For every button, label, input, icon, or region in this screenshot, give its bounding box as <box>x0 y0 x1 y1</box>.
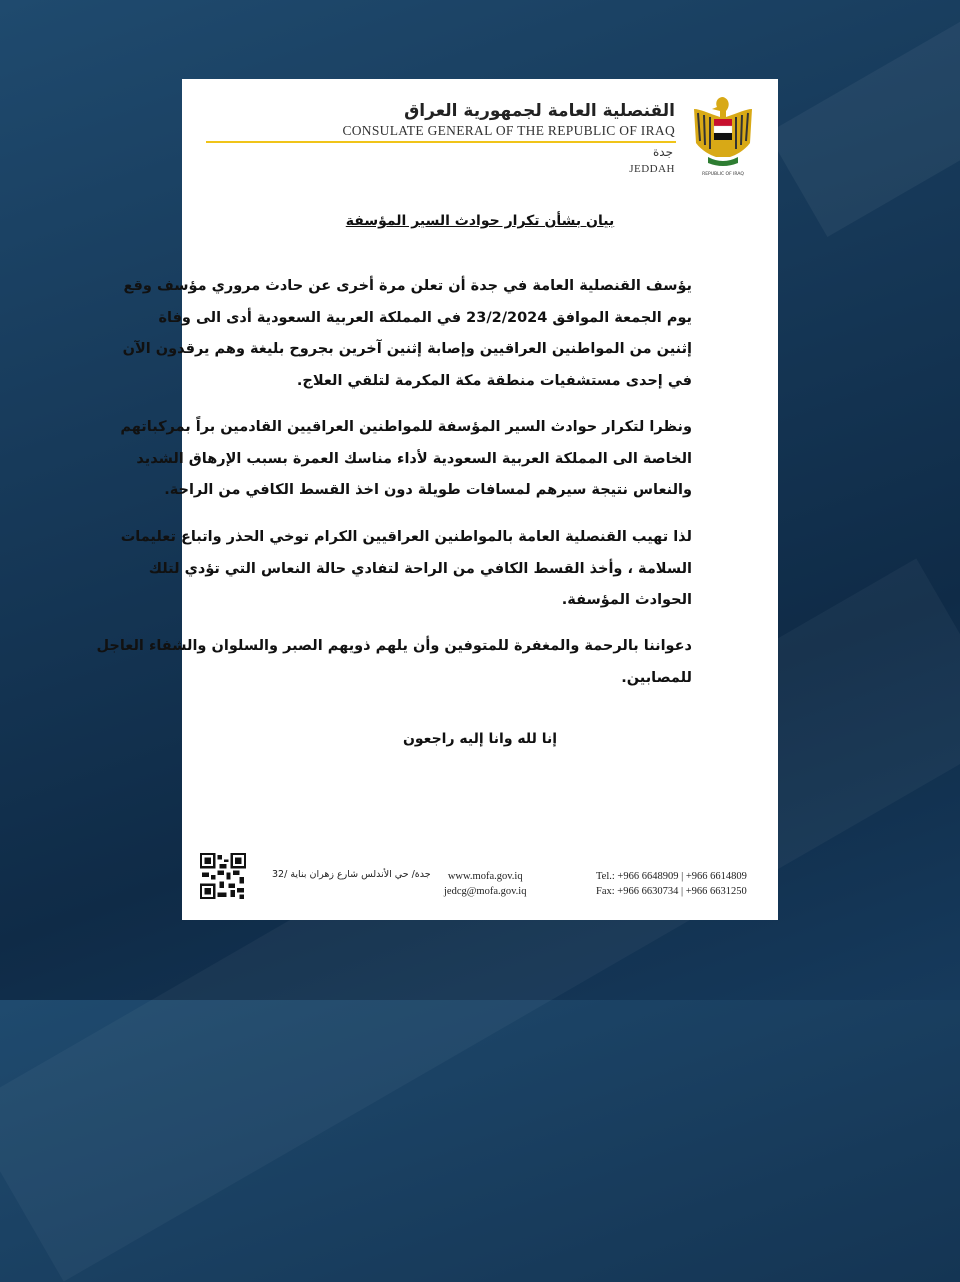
paragraph-1 <box>122 271 692 397</box>
text-line: لذا تهيب القنصلية العامة بالمواطنين العراقيين الكرام توخي الحذر واتباع تعليمات <box>120 529 692 545</box>
text-line: يؤسف القنصلية العامة في جدة أن تعلن مرة أخرى عن حادث مروري مؤسف وقع <box>123 278 692 294</box>
background-decoration <box>767 3 960 237</box>
document-page <box>96 79 778 920</box>
closing-phrase: إنا لله وانا إليه راجعون <box>402 731 558 747</box>
paragraph-4 <box>96 631 692 694</box>
text-line: ونظرا لتكرار حوادث السير المؤسفة للمواطنين العراقيين القادمين براً بمركباتهم <box>120 419 692 435</box>
telephone-numbers: Tel.: +966 6648909 | +966 6614809 <box>596 871 747 882</box>
email-link[interactable]: jedcg@mofa.gov.iq <box>444 886 527 897</box>
iraq-emblem-icon <box>690 95 756 177</box>
document-title: بيان بشأن تكرار حوادث السير المؤسفة <box>345 213 615 229</box>
city-english: JEDDAH <box>629 163 675 175</box>
text-line: إثنين من المواطنين العراقيين وإصابة إثنين آخرين بجروح بليغة وهم يرقدون الآن <box>122 341 692 357</box>
text-line: الحوادث المؤسفة. <box>561 592 692 608</box>
paragraph-3 <box>120 522 692 617</box>
text-line: يوم الجمعة الموافق 23/2/2024 في المملكة العربية السعودية أدى الى وفاة <box>158 309 692 326</box>
consulate-name-english: CONSULATE GENERAL OF THE REPUBLIC OF IRAQ <box>342 123 675 138</box>
header-divider <box>206 141 676 143</box>
paragraph-2 <box>120 412 692 507</box>
website-link[interactable]: www.mofa.gov.iq <box>447 871 523 882</box>
consulate-name-arabic: القنصلية العامة لجمهورية العراق <box>404 101 675 121</box>
text-line: للمصابين. <box>621 669 692 686</box>
city-arabic: جدة <box>652 145 673 159</box>
svg-text:REPUBLIC OF IRAQ: REPUBLIC OF IRAQ <box>702 172 744 177</box>
text-line: السلامة ، وأخذ القسط الكافي من الراحة لتفادي حالة النعاس التي تؤدي لتلك <box>148 560 692 577</box>
footer-contact-web <box>444 869 526 899</box>
text-line: في إحدى مستشفيات منطقة مكة المكرمة لتلقي العلاج. <box>296 372 692 389</box>
text-line: الخاصة الى المملكة العربية السعودية لأداء مناسك العمرة بسبب الإرهاق الشديد <box>136 450 692 467</box>
qr-code-icon <box>200 853 246 899</box>
fax-numbers: Fax: +966 6630734 | +966 6631250 <box>596 886 747 897</box>
text-line: والنعاس نتيجة سيرهم لمسافات طويلة دون اخذ القسط الكافي من الراحة. <box>164 482 692 498</box>
footer-address: جدة/ حي الأندلس شارع زهران بناية /32 <box>272 869 431 880</box>
footer-phone <box>596 869 747 899</box>
text-line: دعواننا بالرحمة والمغفرة للمتوفين وأن يلهم ذويهم الصبر والسلوان والشفاء العاجل <box>96 638 692 654</box>
